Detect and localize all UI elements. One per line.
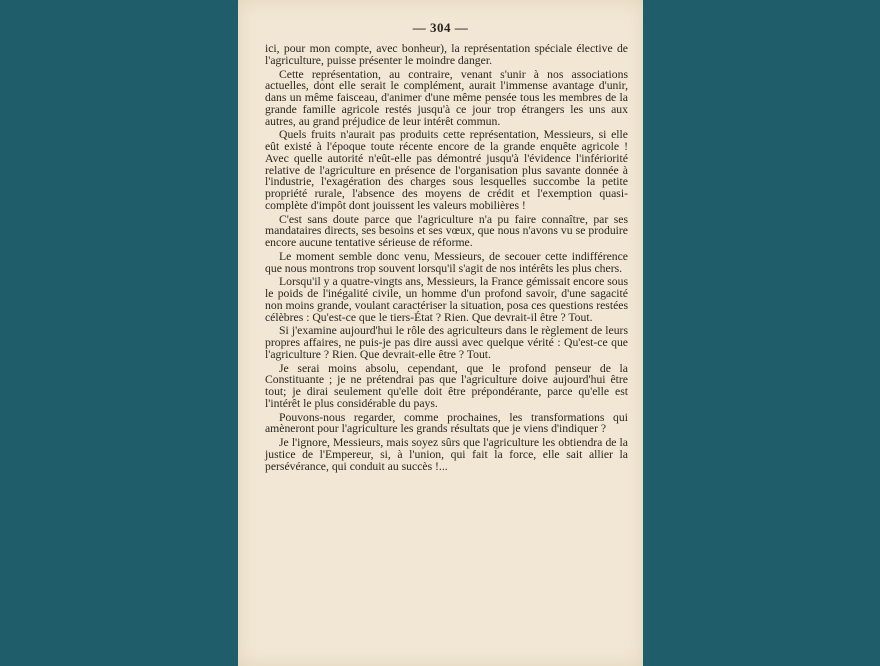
- paragraph-5: Le moment semble donc venu, Messieurs, de secouer cette indifférence que nous montrons trop souvent lorsqu'il s'agit de nos intérêts les plus chers.: [265, 249, 628, 275]
- book-page: [238, 0, 643, 666]
- paragraph-4: C'est sans doute parce que l'agriculture n'a pu faire connaître, par ses mandataires directs, ses besoins et ses vœux, que nous n'avons vu se produire encore aucune tentative sérieuse de réforme.: [265, 212, 628, 249]
- paragraph-10: Je l'ignore, Messieurs, mais soyez sûrs que l'agriculture les obtiendra de la justice de l'Empereur, si, à l'union, qui fait la force, elle sait allier la persévérance, qui conduit au succès !...: [265, 436, 628, 473]
- paragraph-8: Je serai moins absolu, cependant, que le profond penseur de la Constituante ; je ne prétendrai pas que l'agriculture doive aujourd'hui être tout; je dirai seulement qu'elle doit être prépondérante, parce qu'elle est l'intérêt le plus considérable du pays.: [265, 361, 628, 410]
- paragraph-6: Lorsqu'il y a quatre-vingts ans, Messieurs, la France gémissait encore sous le poids de l'inégalité civile, un homme d'un profond savoir, d'une sagacité non moins grande, voulant caractériser la situation, posa ces questions restées célèbres : Qu'est-ce que le tiers-État ? Rien. Que devrait-il être ? Tout.: [265, 275, 628, 324]
- paragraph-1: ici, pour mon compte, avec bonheur), la représentation spéciale élective de l'agriculture, puisse présenter le moindre danger.: [265, 42, 628, 67]
- paragraph-9: Pouvons-nous regarder, comme prochaines, les transformations qui amèneront pour l'agriculture les grands résultats que je viens d'indiquer ?: [265, 410, 628, 436]
- paragraph-2: Cette représentation, au contraire, venant s'unir à nos associations actuelles, dont elle serait le complément, aurait l'immense avantage d'unir, dans un même faisceau, d'animer d'une même pensée tous les membres de la grande famille agricole restés jusqu'à ce jour trop étrangers les uns aux autres, au grand préjudice de leur intérêt commun.: [265, 67, 628, 128]
- paragraph-3: Quels fruits n'aurait pas produits cette représentation, Messieurs, si elle eût existé à l'époque toute récente encore de la grande enquête agricole ! Avec quelle autorité n'eût-elle pas démontré jusqu'à l'évidence l'infériorité relative de l'agriculture en présence de l'organisation plus savante donnée à l'industrie, l'exagération des charges sous lesquelles succombe la petite propriété rurale, l'absence des moyens de crédit et l'exemption quasi-complète d'impôt dont jouissent les valeurs mobilières !: [265, 128, 628, 212]
- page-text: [265, 43, 628, 474]
- page-number: — 304 —: [412, 20, 469, 35]
- paragraph-7: Si j'examine aujourd'hui le rôle des agriculteurs dans le règlement de leurs propres affaires, ne puis-je pas dire aussi avec quelque vérité : Qu'est-ce que l'agriculture ? Rien. Que devrait-elle être ? Tout.: [265, 324, 628, 361]
